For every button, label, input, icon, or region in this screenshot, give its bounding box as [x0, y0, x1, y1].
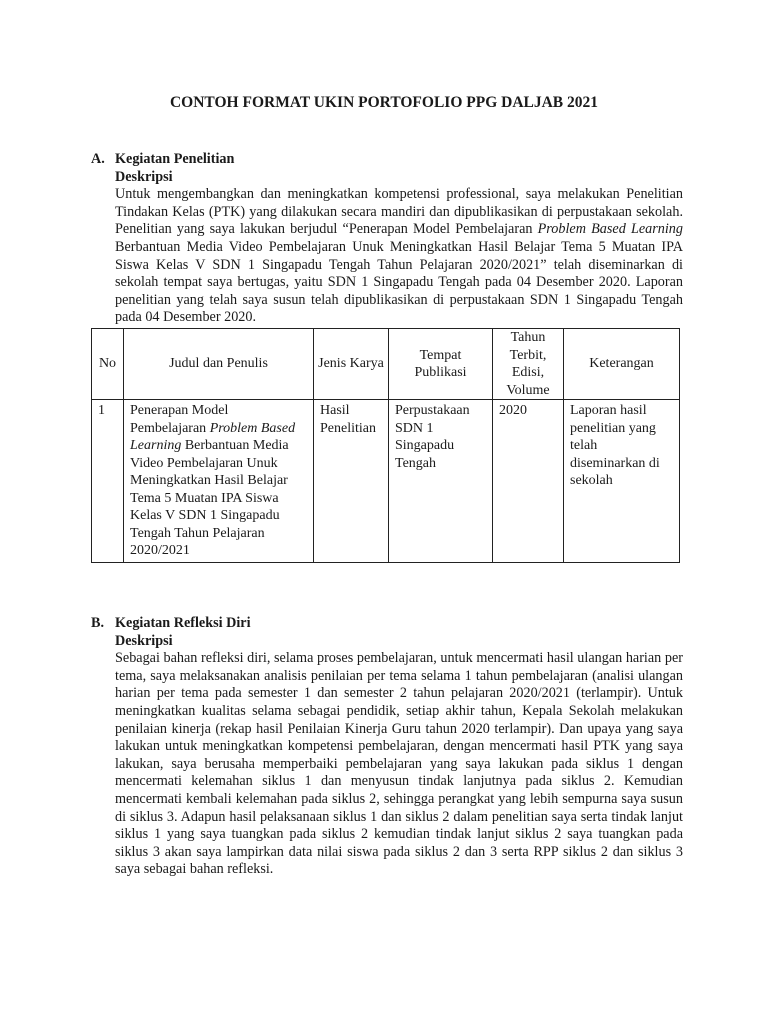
column-header-judul: Judul dan Penulis	[124, 329, 314, 400]
column-header-jenis: Jenis Karya	[314, 329, 389, 400]
cell-keterangan: Laporan hasil penelitian yang telah diseminarkan di sekolah	[564, 400, 680, 563]
page-title: CONTOH FORMAT UKIN PORTOFOLIO PPG DALJAB 2021	[169, 94, 599, 111]
cell-judul	[124, 400, 314, 563]
cell-tahun: 2020	[493, 400, 564, 563]
cell-no: 1	[92, 400, 124, 563]
section-kegiatan-refleksi	[91, 615, 683, 879]
section-letter: A.	[91, 151, 105, 167]
section-title: Kegiatan Refleksi Diri	[115, 615, 251, 631]
section-title: Kegiatan Penelitian	[115, 151, 235, 167]
description-paragraph	[115, 186, 683, 327]
column-header-no: No	[92, 329, 124, 400]
section-heading	[91, 151, 683, 169]
column-header-keterangan: Keterangan	[564, 329, 680, 400]
section-letter: B.	[91, 615, 105, 631]
cell-jenis: Hasil Penelitian	[314, 400, 389, 563]
subsection-title: Deskripsi	[115, 168, 173, 185]
section-kegiatan-penelitian	[91, 151, 683, 327]
section-heading	[91, 615, 683, 633]
table-row	[92, 400, 680, 563]
column-header-tempat: Tempat Publikasi	[389, 329, 493, 400]
paragraph-text: Untuk mengembangkan dan meningkatkan kompetensi professional, saya melakukan Penelitian Tindakan Kelas (PTK) yang dilakukan secara mandiri dan dipublikasikan di perpustakaan sekolah. Penelitian yang saya lakukan berjudul “Penerapan Model Pembelajaran	[115, 186, 683, 238]
emphasis-text: Problem Based Learning	[537, 221, 683, 238]
cell-text: Berbantuan Media Video Pembelajaran Unuk Meningkatkan Hasil Belajar Tema 5 Muatan IPA Siswa Kelas V SDN 1 Singapadu Tengah Tahun Pelajaran 2020/2021	[130, 438, 289, 558]
paragraph-text: Berbantuan Media Video Pembelajaran Unuk Meningkatkan Hasil Belajar Tema 5 Muatan IPA Siswa Kelas V SDN 1 Singapadu Tengah Tahun Pelajaran 2020/2021” telah diseminarkan di sekolah tempat saya bertugas, yaitu SDN 1 Singapadu Tengah pada 04 Desember 2020. Laporan penelitian yang telah saya susun telah dipublikasikan di perpustakaan SDN 1 Singapadu Tengah pada 04 Desember 2020.	[115, 238, 683, 326]
emphasis-text: Problem Based Learning	[130, 420, 296, 453]
portfolio-table	[91, 328, 680, 563]
cell-text: Penerapan Model Pembelajaran	[130, 403, 229, 436]
cell-tempat: Perpustakaan SDN 1 Singapadu Tengah	[389, 400, 493, 563]
description-paragraph: Sebagai bahan refleksi diri, selama proses pembelajaran, untuk mencermati hasil ulangan harian per tema, saya melaksanakan analisis penilaian per tema selama 1 tahun pembelajaran (analisi ulangan harian per tema pada semester 1 dan semester 2 tahun pelajaran 2020/2021 (terlampir). Untuk meningkatkan kualitas selama sebagai pendidik, setiap akhir tahun, Kepala Sekolah melakukan penilaian kinerja (rekap hasil Penilaian Kinerja Guru tahun 2020 terlampir). Dan upaya yang saya lakukan untuk meningkatkan kompetensi pembelajaran, dengan mencermati hasil PTK yang saya lakukan, saya berusaha memperbaiki pembelajaran yang saya lakukan pada siklus 1 dengan mencermati kelemahan siklus 1 dan menyusun tindak lanjutnya pada siklus 2. Kemudian mencermati kembali kelemahan pada siklus 2, sehingga perangkat yang lebih sempurna saya susun di siklus 3. Adapun hasil pelaksanaan siklus 1 dan siklus 2 dalam penelitian saya serta tindak lanjut siklus 1 yang saya tuangkan pada siklus 2 kemudian tindak lanjut siklus 2 saya tuangkan pada siklus 3 akan saya lampirkan data nilai siswa pada siklus 2 dan 3 serta RPP siklus 2 dan siklus 3 saya sebagai bahan refleksi.	[115, 650, 683, 878]
column-header-tahun: Tahun Terbit, Edisi, Volume	[493, 329, 564, 400]
table-header-row	[92, 329, 680, 400]
subsection-title: Deskripsi	[115, 632, 173, 649]
